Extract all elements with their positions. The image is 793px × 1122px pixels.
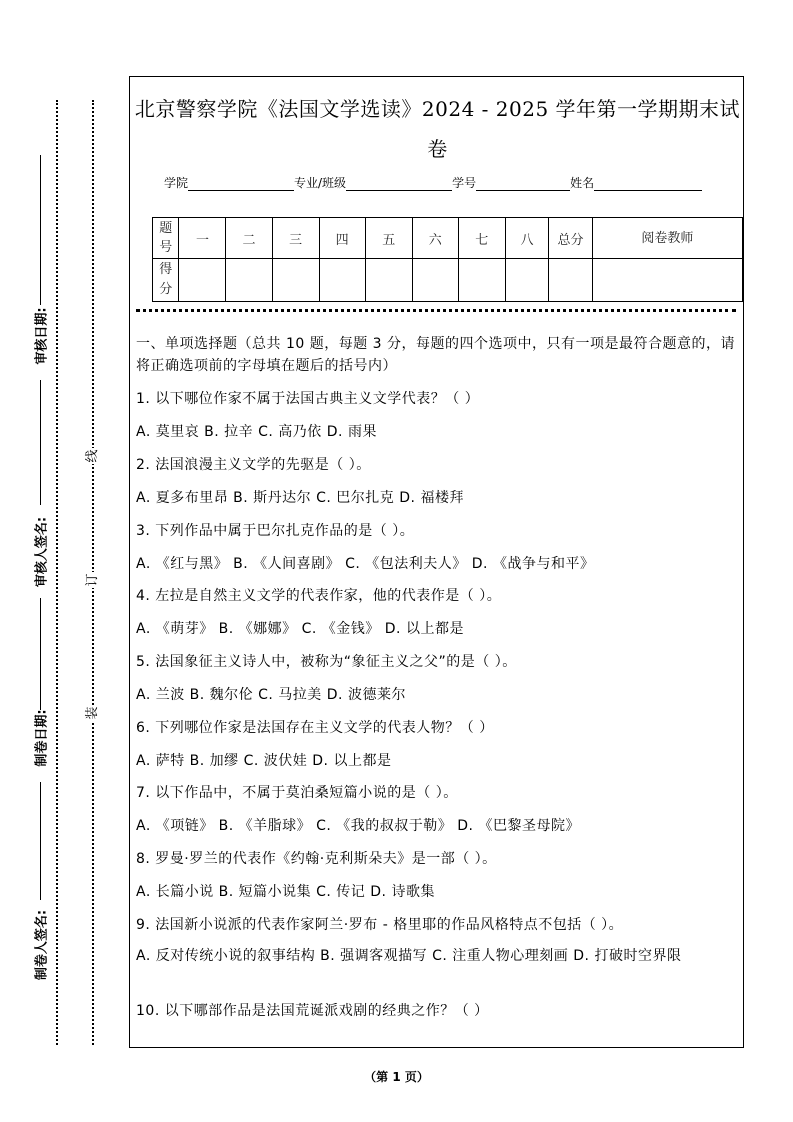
score-table-col: 一 — [179, 218, 226, 259]
score-cell[interactable] — [458, 259, 505, 302]
exam-paper-frame — [129, 76, 744, 1048]
score-cell[interactable] — [179, 259, 226, 302]
score-table-col: 二 — [226, 218, 272, 259]
binding-char-line: 线 — [85, 449, 100, 463]
major-class-label: 专业/班级 — [294, 176, 347, 190]
exam-title: 北京警察学院《法国文学选读》2024 - 2025 学年第一学期期末试卷 — [134, 97, 741, 161]
student-info-row — [164, 174, 702, 191]
score-table-col: 五 — [365, 218, 412, 259]
student-id-blank[interactable] — [476, 178, 570, 191]
question-6: 6. 下列哪位作家是法国存在主义文学的代表人物？（ ） — [136, 720, 494, 736]
question-9: 9. 法国新小说派的代表作家阿兰·罗布 - 格里耶的作品风格特点不包括（ ）。 — [136, 917, 624, 933]
score-cell[interactable] — [226, 259, 272, 302]
question-1-options: A. 莫里哀 B. 拉辛 C. 高乃依 D. 雨果 — [136, 424, 377, 440]
score-cell[interactable] — [365, 259, 412, 302]
score-table-col: 三 — [272, 218, 319, 259]
score-cell[interactable] — [505, 259, 548, 302]
score-table-header-question-no: 题号 — [153, 218, 179, 259]
score-table-col: 八 — [505, 218, 548, 259]
question-4: 4. 左拉是自然主义文学的代表作家，他的代表作是（ ）。 — [136, 588, 502, 604]
question-8-options: A. 长篇小说 B. 短篇小说集 C. 传记 D. 诗歌集 — [136, 884, 435, 900]
name-blank[interactable] — [594, 178, 702, 191]
signature-line — [40, 782, 41, 900]
score-cell-grader[interactable] — [592, 259, 742, 302]
question-9-options: A. 反对传统小说的叙事结构 B. 强调客观描写 C. 注重人物心理刻画 D. 打破时空界限 — [136, 948, 682, 964]
score-cell[interactable] — [272, 259, 319, 302]
page-number: （第 1 页） — [364, 1070, 429, 1084]
score-table-col-grader: 阅卷教师 — [592, 218, 742, 259]
question-7-options: A. 《项链》 B. 《羊脂球》 C. 《我的叔叔于勒》 D. 《巴黎圣母院》 — [136, 818, 580, 834]
binding-dotted-line-outer — [56, 100, 58, 1045]
signature-line — [40, 380, 41, 505]
paper-maker-signature-label: 制卷人签名: — [34, 909, 50, 981]
section-1-instructions: 一、单项选择题（总共 10 题，每题 3 分，每题的四个选项中，只有一项是最符合题意的，请将正确选项前的字母填在题后的括号内） — [136, 336, 736, 374]
section-separator — [136, 309, 736, 312]
question-3: 3. 下列作品中属于巴尔扎克作品的是（ ）。 — [136, 523, 415, 539]
question-1: 1. 以下哪位作家不属于法国古典主义文学代表？（ ） — [136, 391, 480, 407]
score-table-header-score: 得分 — [153, 259, 179, 302]
score-table-col-total: 总分 — [549, 218, 592, 259]
question-2: 2. 法国浪漫主义文学的先驱是（ ）。 — [136, 457, 371, 473]
score-cell[interactable] — [412, 259, 458, 302]
major-class-blank[interactable] — [346, 178, 452, 191]
score-table — [152, 217, 743, 302]
score-cell-total[interactable] — [549, 259, 592, 302]
binding-char-bind: 订 — [85, 573, 100, 587]
college-blank[interactable] — [188, 178, 294, 191]
question-8: 8. 罗曼·罗兰的代表作《约翰·克利斯朵夫》是一部（ ）。 — [136, 851, 497, 867]
question-5-options: A. 兰波 B. 魏尔伦 C. 马拉美 D. 波德莱尔 — [136, 687, 406, 703]
score-table-col: 六 — [412, 218, 458, 259]
paper-date-label: 制卷日期: — [34, 709, 50, 767]
binding-char-fold: 装 — [85, 706, 100, 720]
reviewer-signature-label: 审核人签名: — [34, 516, 50, 588]
student-id-label: 学号 — [452, 176, 477, 190]
score-table-col: 四 — [319, 218, 365, 259]
college-label: 学院 — [164, 176, 189, 190]
question-5: 5. 法国象征主义诗人中，被称为“象征主义之父”的是（ ）。 — [136, 654, 517, 670]
question-7: 7. 以下作品中，不属于莫泊桑短篇小说的是（ ）。 — [136, 785, 458, 801]
review-date-label: 审核日期: — [34, 307, 50, 365]
question-4-options: A. 《萌芽》 B. 《娜娜》 C. 《金钱》 D. 以上都是 — [136, 621, 464, 637]
question-6-options: A. 萨特 B. 加缪 C. 波伏娃 D. 以上都是 — [136, 753, 392, 769]
score-table-col: 七 — [458, 218, 505, 259]
question-3-options: A. 《红与黑》 B. 《人间喜剧》 C. 《包法利夫人》 D. 《战争与和平》 — [136, 556, 595, 572]
name-label: 姓名 — [570, 176, 595, 190]
question-10: 10. 以下哪部作品是法国荒诞派戏剧的经典之作？（ ） — [136, 1003, 489, 1019]
score-cell[interactable] — [319, 259, 365, 302]
question-2-options: A. 夏多布里昂 B. 斯丹达尔 C. 巴尔扎克 D. 福楼拜 — [136, 490, 464, 506]
